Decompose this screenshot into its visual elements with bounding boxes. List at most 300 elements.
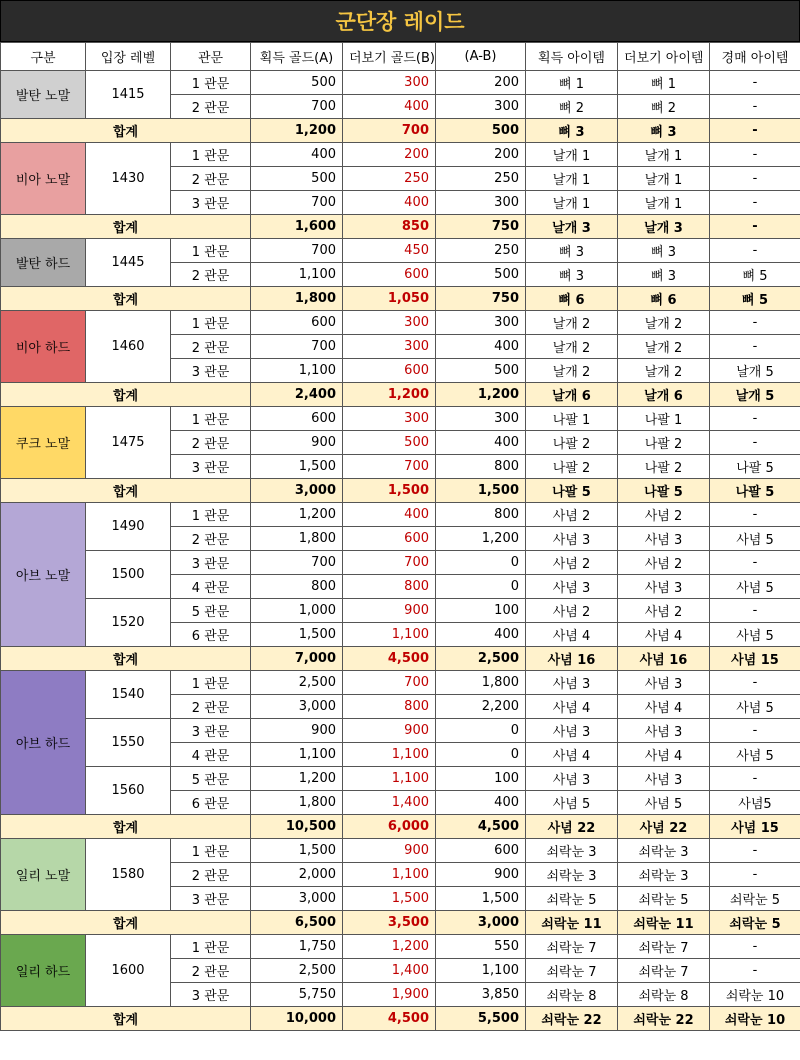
table-row <box>1 71 800 95</box>
net-gold-cell: 2,200 <box>436 695 526 719</box>
more-item-cell: 사념 3 <box>618 671 710 695</box>
more-gold-b-cell: 400 <box>343 503 436 527</box>
net-gold-cell: 200 <box>436 143 526 167</box>
acquired-item-cell: 사념 3 <box>526 767 618 791</box>
acquired-item-cell: 사념 4 <box>526 743 618 767</box>
auction-item-cell: 사념 5 <box>710 575 800 599</box>
total-auction-item-cell: 쇠락눈 5 <box>710 911 800 935</box>
total-acquired-item-cell: 쇠락눈 11 <box>526 911 618 935</box>
acquired-item-cell: 사념 3 <box>526 671 618 695</box>
total-more-item-cell: 나팔 5 <box>618 479 710 503</box>
more-gold-b-cell: 1,200 <box>343 935 436 959</box>
table-row <box>1 143 800 167</box>
acquired-item-cell: 뼈 3 <box>526 263 618 287</box>
acquired-item-cell: 쇠락눈 8 <box>526 983 618 1007</box>
total-row <box>1 479 800 503</box>
total-net-gold-cell: 5,500 <box>436 1007 526 1031</box>
auction-item-cell: - <box>710 503 800 527</box>
total-row <box>1 287 800 311</box>
total-acquired-item-cell: 사념 22 <box>526 815 618 839</box>
more-gold-b-cell: 900 <box>343 599 436 623</box>
more-item-cell: 쇠락눈 3 <box>618 839 710 863</box>
gold-a-cell: 400 <box>251 143 343 167</box>
net-gold-cell: 200 <box>436 71 526 95</box>
gold-a-cell: 600 <box>251 311 343 335</box>
gold-a-cell: 1,200 <box>251 767 343 791</box>
acquired-item-cell: 뼈 2 <box>526 95 618 119</box>
more-item-cell: 뼈 1 <box>618 71 710 95</box>
more-item-cell: 쇠락눈 7 <box>618 935 710 959</box>
net-gold-cell: 1,800 <box>436 671 526 695</box>
acquired-item-cell: 사념 5 <box>526 791 618 815</box>
header-more-item: 더보기 아이템 <box>618 43 710 71</box>
total-more-gold-b-cell: 1,200 <box>343 383 436 407</box>
gate-cell: 6 관문 <box>171 791 251 815</box>
raid-category-cell: 비아 하드 <box>1 311 86 383</box>
net-gold-cell: 400 <box>436 431 526 455</box>
total-gold-a-cell: 3,000 <box>251 479 343 503</box>
more-item-cell: 쇠락눈 8 <box>618 983 710 1007</box>
gold-a-cell: 1,100 <box>251 263 343 287</box>
auction-item-cell: - <box>710 191 800 215</box>
total-more-item-cell: 날개 3 <box>618 215 710 239</box>
header-entry-level: 입장 레벨 <box>86 43 171 71</box>
total-more-item-cell: 사념 16 <box>618 647 710 671</box>
auction-item-cell: - <box>710 431 800 455</box>
more-gold-b-cell: 500 <box>343 431 436 455</box>
sheet-title: 군단장 레이드 <box>0 0 800 42</box>
auction-item-cell: 사념 5 <box>710 743 800 767</box>
more-gold-b-cell: 700 <box>343 455 436 479</box>
entry-level-cell: 1580 <box>86 839 171 911</box>
more-item-cell: 뼈 2 <box>618 95 710 119</box>
net-gold-cell: 300 <box>436 191 526 215</box>
net-gold-cell: 500 <box>436 263 526 287</box>
total-label-cell: 합계 <box>1 287 251 311</box>
net-gold-cell: 250 <box>436 239 526 263</box>
net-gold-cell: 500 <box>436 359 526 383</box>
acquired-item-cell: 쇠락눈 3 <box>526 863 618 887</box>
total-net-gold-cell: 1,500 <box>436 479 526 503</box>
gate-cell: 5 관문 <box>171 767 251 791</box>
gate-cell: 3 관문 <box>171 887 251 911</box>
gold-a-cell: 800 <box>251 575 343 599</box>
acquired-item-cell: 나팔 2 <box>526 455 618 479</box>
total-gold-a-cell: 1,600 <box>251 215 343 239</box>
auction-item-cell: 사념 5 <box>710 623 800 647</box>
gold-a-cell: 1,500 <box>251 839 343 863</box>
raid-table <box>0 42 800 1031</box>
total-gold-a-cell: 1,200 <box>251 119 343 143</box>
auction-item-cell: 쇠락눈 5 <box>710 887 800 911</box>
gate-cell: 2 관문 <box>171 863 251 887</box>
gate-cell: 3 관문 <box>171 719 251 743</box>
total-more-gold-b-cell: 4,500 <box>343 647 436 671</box>
table-header <box>1 43 800 71</box>
gold-a-cell: 1,800 <box>251 791 343 815</box>
more-gold-b-cell: 800 <box>343 695 436 719</box>
net-gold-cell: 400 <box>436 623 526 647</box>
gate-cell: 2 관문 <box>171 431 251 455</box>
raid-category-cell: 아브 하드 <box>1 671 86 815</box>
gate-cell: 1 관문 <box>171 935 251 959</box>
auction-item-cell: - <box>710 335 800 359</box>
more-gold-b-cell: 600 <box>343 527 436 551</box>
total-net-gold-cell: 4,500 <box>436 815 526 839</box>
acquired-item-cell: 날개 1 <box>526 167 618 191</box>
total-acquired-item-cell: 쇠락눈 22 <box>526 1007 618 1031</box>
raid-category-cell: 발탄 노말 <box>1 71 86 119</box>
raid-category-cell: 일리 노말 <box>1 839 86 911</box>
gold-a-cell: 2,500 <box>251 959 343 983</box>
auction-item-cell: - <box>710 767 800 791</box>
gold-a-cell: 1,500 <box>251 455 343 479</box>
acquired-item-cell: 쇠락눈 7 <box>526 935 618 959</box>
net-gold-cell: 300 <box>436 407 526 431</box>
auction-item-cell: - <box>710 95 800 119</box>
total-label-cell: 합계 <box>1 647 251 671</box>
more-item-cell: 사념 3 <box>618 527 710 551</box>
acquired-item-cell: 날개 2 <box>526 335 618 359</box>
auction-item-cell: 사념 5 <box>710 527 800 551</box>
total-more-item-cell: 쇠락눈 11 <box>618 911 710 935</box>
acquired-item-cell: 쇠락눈 7 <box>526 959 618 983</box>
entry-level-cell: 1520 <box>86 599 171 647</box>
entry-level-cell: 1460 <box>86 311 171 383</box>
header-more-gold-b: 더보기 골드(B) <box>343 43 436 71</box>
total-label-cell: 합계 <box>1 119 251 143</box>
total-more-gold-b-cell: 1,050 <box>343 287 436 311</box>
more-gold-b-cell: 300 <box>343 335 436 359</box>
auction-item-cell: 뼈 5 <box>710 263 800 287</box>
raid-category-cell: 발탄 하드 <box>1 239 86 287</box>
total-more-item-cell: 날개 6 <box>618 383 710 407</box>
total-auction-item-cell: 나팔 5 <box>710 479 800 503</box>
entry-level-cell: 1415 <box>86 71 171 119</box>
more-item-cell: 사념 5 <box>618 791 710 815</box>
net-gold-cell: 100 <box>436 599 526 623</box>
total-more-item-cell: 사념 22 <box>618 815 710 839</box>
net-gold-cell: 0 <box>436 743 526 767</box>
acquired-item-cell: 쇠락눈 3 <box>526 839 618 863</box>
table-row <box>1 767 800 791</box>
net-gold-cell: 900 <box>436 863 526 887</box>
acquired-item-cell: 나팔 1 <box>526 407 618 431</box>
gate-cell: 4 관문 <box>171 743 251 767</box>
gate-cell: 2 관문 <box>171 335 251 359</box>
gold-a-cell: 700 <box>251 551 343 575</box>
auction-item-cell: 사념 5 <box>710 695 800 719</box>
total-row <box>1 1007 800 1031</box>
more-gold-b-cell: 300 <box>343 407 436 431</box>
more-gold-b-cell: 300 <box>343 71 436 95</box>
more-gold-b-cell: 200 <box>343 143 436 167</box>
header-acquired-item: 획득 아이템 <box>526 43 618 71</box>
gate-cell: 3 관문 <box>171 191 251 215</box>
gold-a-cell: 900 <box>251 719 343 743</box>
entry-level-cell: 1560 <box>86 767 171 815</box>
more-item-cell: 날개 1 <box>618 143 710 167</box>
more-gold-b-cell: 800 <box>343 575 436 599</box>
gate-cell: 1 관문 <box>171 671 251 695</box>
entry-level-cell: 1475 <box>86 407 171 479</box>
entry-level-cell: 1430 <box>86 143 171 215</box>
auction-item-cell: - <box>710 167 800 191</box>
auction-item-cell: 나팔 5 <box>710 455 800 479</box>
acquired-item-cell: 날개 1 <box>526 191 618 215</box>
total-auction-item-cell: - <box>710 119 800 143</box>
more-item-cell: 사념 3 <box>618 575 710 599</box>
total-row <box>1 911 800 935</box>
gold-a-cell: 900 <box>251 431 343 455</box>
total-row <box>1 647 800 671</box>
table-row <box>1 239 800 263</box>
table-row <box>1 935 800 959</box>
raid-category-cell: 쿠크 노말 <box>1 407 86 479</box>
gold-a-cell: 3,000 <box>251 695 343 719</box>
more-item-cell: 사념 3 <box>618 767 710 791</box>
net-gold-cell: 800 <box>436 503 526 527</box>
gate-cell: 1 관문 <box>171 407 251 431</box>
raid-category-cell: 일리 하드 <box>1 935 86 1007</box>
header-auction-item: 경매 아이템 <box>710 43 800 71</box>
more-gold-b-cell: 1,400 <box>343 791 436 815</box>
gate-cell: 1 관문 <box>171 311 251 335</box>
total-row <box>1 215 800 239</box>
gold-a-cell: 700 <box>251 191 343 215</box>
more-item-cell: 나팔 2 <box>618 431 710 455</box>
gold-a-cell: 700 <box>251 239 343 263</box>
net-gold-cell: 800 <box>436 455 526 479</box>
total-label-cell: 합계 <box>1 815 251 839</box>
total-row <box>1 383 800 407</box>
auction-item-cell: - <box>710 239 800 263</box>
net-gold-cell: 400 <box>436 791 526 815</box>
acquired-item-cell: 뼈 1 <box>526 71 618 95</box>
gate-cell: 6 관문 <box>171 623 251 647</box>
more-item-cell: 쇠락눈 5 <box>618 887 710 911</box>
table-row <box>1 839 800 863</box>
gate-cell: 3 관문 <box>171 455 251 479</box>
table-row <box>1 407 800 431</box>
net-gold-cell: 0 <box>436 575 526 599</box>
gate-cell: 1 관문 <box>171 71 251 95</box>
auction-item-cell: - <box>710 719 800 743</box>
more-item-cell: 사념 2 <box>618 599 710 623</box>
more-item-cell: 뼈 3 <box>618 263 710 287</box>
total-net-gold-cell: 750 <box>436 287 526 311</box>
gate-cell: 2 관문 <box>171 167 251 191</box>
acquired-item-cell: 사념 3 <box>526 575 618 599</box>
entry-level-cell: 1600 <box>86 935 171 1007</box>
total-acquired-item-cell: 뼈 3 <box>526 119 618 143</box>
more-gold-b-cell: 600 <box>343 359 436 383</box>
acquired-item-cell: 사념 4 <box>526 695 618 719</box>
net-gold-cell: 300 <box>436 311 526 335</box>
gold-a-cell: 500 <box>251 71 343 95</box>
acquired-item-cell: 나팔 2 <box>526 431 618 455</box>
auction-item-cell: - <box>710 599 800 623</box>
more-gold-b-cell: 1,500 <box>343 887 436 911</box>
total-auction-item-cell: 사념 15 <box>710 647 800 671</box>
more-gold-b-cell: 1,900 <box>343 983 436 1007</box>
table-row <box>1 671 800 695</box>
gold-a-cell: 1,750 <box>251 935 343 959</box>
gate-cell: 2 관문 <box>171 527 251 551</box>
total-gold-a-cell: 2,400 <box>251 383 343 407</box>
more-item-cell: 나팔 2 <box>618 455 710 479</box>
more-item-cell: 사념 4 <box>618 695 710 719</box>
total-label-cell: 합계 <box>1 911 251 935</box>
more-gold-b-cell: 250 <box>343 167 436 191</box>
acquired-item-cell: 뼈 3 <box>526 239 618 263</box>
table-row <box>1 503 800 527</box>
more-item-cell: 나팔 1 <box>618 407 710 431</box>
auction-item-cell: - <box>710 143 800 167</box>
total-auction-item-cell: 뼈 5 <box>710 287 800 311</box>
more-gold-b-cell: 1,100 <box>343 767 436 791</box>
acquired-item-cell: 날개 1 <box>526 143 618 167</box>
total-acquired-item-cell: 날개 3 <box>526 215 618 239</box>
raid-category-cell: 아브 노말 <box>1 503 86 647</box>
total-more-gold-b-cell: 3,500 <box>343 911 436 935</box>
table-row <box>1 719 800 743</box>
auction-item-cell: 사념5 <box>710 791 800 815</box>
total-label-cell: 합계 <box>1 1007 251 1031</box>
acquired-item-cell: 사념 4 <box>526 623 618 647</box>
gate-cell: 2 관문 <box>171 263 251 287</box>
net-gold-cell: 1,500 <box>436 887 526 911</box>
gate-cell: 2 관문 <box>171 959 251 983</box>
gold-a-cell: 600 <box>251 407 343 431</box>
header-category: 구분 <box>1 43 86 71</box>
gold-a-cell: 700 <box>251 95 343 119</box>
total-acquired-item-cell: 날개 6 <box>526 383 618 407</box>
total-acquired-item-cell: 사념 16 <box>526 647 618 671</box>
entry-level-cell: 1540 <box>86 671 171 719</box>
auction-item-cell: - <box>710 863 800 887</box>
more-gold-b-cell: 400 <box>343 191 436 215</box>
acquired-item-cell: 사념 3 <box>526 719 618 743</box>
total-more-item-cell: 쇠락눈 22 <box>618 1007 710 1031</box>
more-gold-b-cell: 1,100 <box>343 743 436 767</box>
auction-item-cell: 날개 5 <box>710 359 800 383</box>
more-gold-b-cell: 300 <box>343 311 436 335</box>
more-gold-b-cell: 700 <box>343 671 436 695</box>
more-gold-b-cell: 900 <box>343 839 436 863</box>
gate-cell: 5 관문 <box>171 599 251 623</box>
total-gold-a-cell: 6,500 <box>251 911 343 935</box>
net-gold-cell: 0 <box>436 719 526 743</box>
net-gold-cell: 600 <box>436 839 526 863</box>
total-auction-item-cell: 쇠락눈 10 <box>710 1007 800 1031</box>
more-gold-b-cell: 400 <box>343 95 436 119</box>
gate-cell: 2 관문 <box>171 695 251 719</box>
total-auction-item-cell: - <box>710 215 800 239</box>
header-gold-a: 획득 골드(A) <box>251 43 343 71</box>
more-item-cell: 사념 4 <box>618 743 710 767</box>
gate-cell: 1 관문 <box>171 239 251 263</box>
total-net-gold-cell: 1,200 <box>436 383 526 407</box>
total-gold-a-cell: 7,000 <box>251 647 343 671</box>
total-net-gold-cell: 750 <box>436 215 526 239</box>
acquired-item-cell: 날개 2 <box>526 359 618 383</box>
header-net-gold: (A-B) <box>436 43 526 71</box>
total-more-item-cell: 뼈 3 <box>618 119 710 143</box>
gold-a-cell: 2,500 <box>251 671 343 695</box>
total-more-gold-b-cell: 700 <box>343 119 436 143</box>
net-gold-cell: 100 <box>436 767 526 791</box>
more-gold-b-cell: 1,100 <box>343 623 436 647</box>
total-more-gold-b-cell: 4,500 <box>343 1007 436 1031</box>
total-label-cell: 합계 <box>1 479 251 503</box>
net-gold-cell: 400 <box>436 335 526 359</box>
total-more-gold-b-cell: 850 <box>343 215 436 239</box>
net-gold-cell: 250 <box>436 167 526 191</box>
auction-item-cell: 쇠락눈 10 <box>710 983 800 1007</box>
auction-item-cell: - <box>710 71 800 95</box>
auction-item-cell: - <box>710 407 800 431</box>
gate-cell: 4 관문 <box>171 575 251 599</box>
auction-item-cell: - <box>710 551 800 575</box>
more-item-cell: 쇠락눈 7 <box>618 959 710 983</box>
net-gold-cell: 1,100 <box>436 959 526 983</box>
net-gold-cell: 300 <box>436 95 526 119</box>
more-item-cell: 날개 1 <box>618 167 710 191</box>
entry-level-cell: 1445 <box>86 239 171 287</box>
net-gold-cell: 550 <box>436 935 526 959</box>
more-item-cell: 사념 2 <box>618 503 710 527</box>
auction-item-cell: - <box>710 935 800 959</box>
more-gold-b-cell: 1,100 <box>343 863 436 887</box>
more-gold-b-cell: 600 <box>343 263 436 287</box>
table-row <box>1 311 800 335</box>
gold-a-cell: 3,000 <box>251 887 343 911</box>
gold-a-cell: 1,100 <box>251 743 343 767</box>
more-gold-b-cell: 900 <box>343 719 436 743</box>
net-gold-cell: 0 <box>436 551 526 575</box>
auction-item-cell: - <box>710 839 800 863</box>
total-gold-a-cell: 1,800 <box>251 287 343 311</box>
more-item-cell: 날개 2 <box>618 359 710 383</box>
more-item-cell: 사념 2 <box>618 551 710 575</box>
gate-cell: 1 관문 <box>171 143 251 167</box>
total-net-gold-cell: 3,000 <box>436 911 526 935</box>
total-label-cell: 합계 <box>1 215 251 239</box>
total-more-gold-b-cell: 6,000 <box>343 815 436 839</box>
acquired-item-cell: 사념 2 <box>526 599 618 623</box>
more-item-cell: 사념 4 <box>618 623 710 647</box>
gate-cell: 3 관문 <box>171 983 251 1007</box>
more-gold-b-cell: 1,400 <box>343 959 436 983</box>
more-item-cell: 날개 2 <box>618 311 710 335</box>
gold-a-cell: 2,000 <box>251 863 343 887</box>
total-more-item-cell: 뼈 6 <box>618 287 710 311</box>
table-body <box>1 71 800 1031</box>
gold-a-cell: 5,750 <box>251 983 343 1007</box>
gold-a-cell: 1,500 <box>251 623 343 647</box>
entry-level-cell: 1490 <box>86 503 171 551</box>
total-auction-item-cell: 사념 15 <box>710 815 800 839</box>
gold-a-cell: 1,200 <box>251 503 343 527</box>
gate-cell: 2 관문 <box>171 95 251 119</box>
total-auction-item-cell: 날개 5 <box>710 383 800 407</box>
gold-a-cell: 1,000 <box>251 599 343 623</box>
more-item-cell: 뼈 3 <box>618 239 710 263</box>
acquired-item-cell: 날개 2 <box>526 311 618 335</box>
auction-item-cell: - <box>710 671 800 695</box>
entry-level-cell: 1500 <box>86 551 171 599</box>
